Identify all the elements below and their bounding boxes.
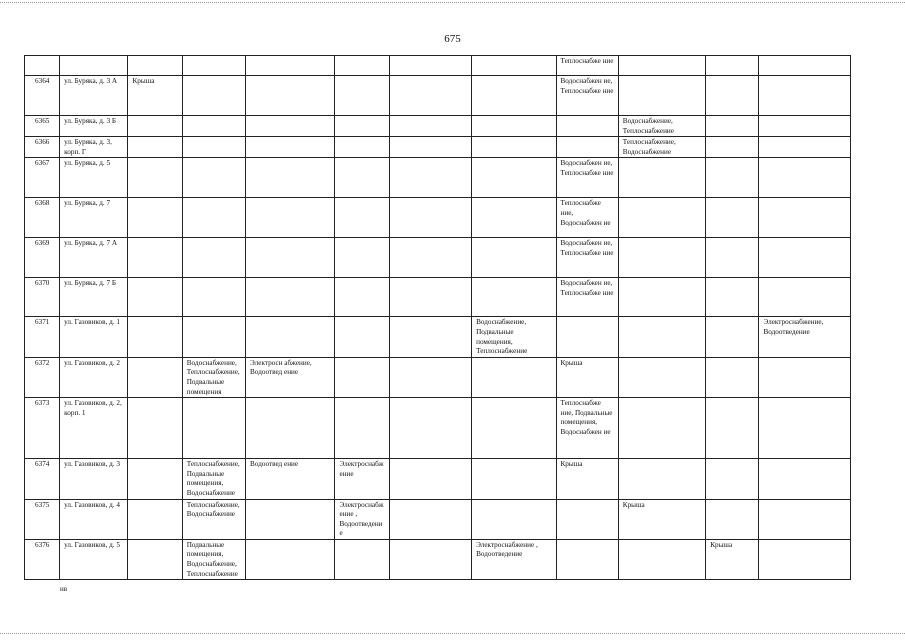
table-cell — [706, 137, 759, 158]
table-cell — [706, 317, 759, 357]
table-cell — [618, 56, 705, 76]
table-row — [25, 56, 851, 76]
table-cell — [246, 76, 335, 116]
row-number-cell: 6372 — [25, 357, 60, 397]
table-cell — [472, 278, 556, 317]
table-cell — [335, 539, 389, 579]
table-cell — [759, 76, 851, 116]
table-cell — [618, 398, 705, 459]
table-cell — [556, 116, 618, 137]
table-cell: Подвальные помещения, Водоснабжение, Теплоснабжение — [182, 539, 245, 579]
table-cell — [759, 499, 851, 539]
table-cell — [246, 278, 335, 317]
table-cell: Электроснабжение — [335, 459, 389, 499]
table-cell — [759, 198, 851, 238]
table-cell: Крыша — [556, 357, 618, 397]
table-cell — [128, 238, 182, 278]
table-cell — [706, 158, 759, 198]
table-cell — [472, 76, 556, 116]
table-cell — [706, 459, 759, 499]
page-number: 675 — [444, 33, 461, 45]
row-number-cell: 6367 — [25, 158, 60, 198]
table-cell — [128, 158, 182, 198]
table-cell — [182, 317, 245, 357]
table-cell — [389, 357, 471, 397]
table-cell — [706, 278, 759, 317]
table-cell — [128, 56, 182, 76]
table-cell: Теплоснабжение, Водоснабжение — [618, 137, 705, 158]
table-cell — [389, 56, 471, 76]
table-cell — [128, 357, 182, 397]
table-cell: Теплоснабжение, Водоснабжение — [182, 499, 245, 539]
table-cell — [706, 116, 759, 137]
table-cell — [618, 76, 705, 116]
table-cell — [472, 116, 556, 137]
address-cell — [60, 56, 128, 76]
table-cell: Водоснабжен ие, Теплоснабже ние — [556, 278, 618, 317]
table-row — [25, 278, 851, 317]
address-cell: ул. Газовиков, д. 5 — [60, 539, 128, 579]
address-cell: ул. Буряка, д. 7 — [60, 198, 128, 238]
table-cell: Теплоснабже ние, Водоснабжен ие — [556, 198, 618, 238]
table-cell — [128, 278, 182, 317]
table-cell — [389, 76, 471, 116]
table-cell — [706, 357, 759, 397]
table-cell — [618, 459, 705, 499]
table-cell — [472, 198, 556, 238]
table-cell — [335, 76, 389, 116]
table-cell — [246, 398, 335, 459]
table-cell — [128, 116, 182, 137]
table-cell — [335, 56, 389, 76]
table-cell — [389, 158, 471, 198]
table-cell — [182, 137, 245, 158]
table-cell — [472, 238, 556, 278]
table-cell — [182, 238, 245, 278]
table-cell — [246, 317, 335, 357]
table-cell: Водоснабжение, Теплоснабжение — [618, 116, 705, 137]
table-cell — [556, 317, 618, 357]
table-row — [25, 116, 851, 137]
table-cell — [389, 137, 471, 158]
table-cell — [759, 56, 851, 76]
address-cell: ул. Буряка, д. 3 А — [60, 76, 128, 116]
table-cell — [759, 278, 851, 317]
table-cell: Крыша — [556, 459, 618, 499]
buildings-table — [24, 55, 851, 580]
table-cell: Крыша — [618, 499, 705, 539]
table-row — [25, 158, 851, 198]
table-cell: Электроснабжение , Водоотведение — [472, 539, 556, 579]
table-cell — [472, 398, 556, 459]
table-row — [25, 539, 851, 579]
table-cell: Теплоснабже ние — [556, 56, 618, 76]
table-cell — [128, 539, 182, 579]
table-body — [25, 56, 851, 580]
table-cell — [335, 357, 389, 397]
table-cell — [182, 56, 245, 76]
row-number-cell — [25, 56, 60, 76]
table-cell — [335, 116, 389, 137]
table-cell — [759, 459, 851, 499]
table-cell — [706, 398, 759, 459]
row-number-cell: 6366 — [25, 137, 60, 158]
table-cell: Электроснабжение , Водоотведение — [335, 499, 389, 539]
table-cell — [246, 137, 335, 158]
table-cell — [246, 238, 335, 278]
table-cell — [618, 278, 705, 317]
table-row — [25, 198, 851, 238]
table-cell — [128, 398, 182, 459]
table-cell — [389, 198, 471, 238]
table-cell — [472, 357, 556, 397]
row-number-cell: 6370 — [25, 278, 60, 317]
table-cell — [246, 499, 335, 539]
table-cell — [246, 539, 335, 579]
table-cell: Водоснабжен ие, Теплоснабже ние — [556, 238, 618, 278]
table-cell — [618, 158, 705, 198]
table-cell — [182, 198, 245, 238]
table-cell — [618, 317, 705, 357]
address-cell: ул. Буряка, д. 7 А — [60, 238, 128, 278]
table-cell: Крыша — [706, 539, 759, 579]
table-cell — [618, 198, 705, 238]
table-cell: Водоснабжен ие, Теплоснабже ние — [556, 76, 618, 116]
table-cell — [128, 137, 182, 158]
row-number-cell: 6365 — [25, 116, 60, 137]
address-cell: ул. Буряка, д. 5 — [60, 158, 128, 198]
table-cell — [246, 198, 335, 238]
row-number-cell: 6375 — [25, 499, 60, 539]
table-cell — [389, 317, 471, 357]
table-cell — [182, 278, 245, 317]
table-cell — [759, 137, 851, 158]
table-cell — [389, 539, 471, 579]
table-cell — [389, 459, 471, 499]
table-row — [25, 317, 851, 357]
address-cell: ул. Газовиков, д. 2, корп. 1 — [60, 398, 128, 459]
scan-top-edge — [0, 2, 905, 4]
table-cell: Водоснабжение, Теплоснабжение, Подвальные помещения — [182, 357, 245, 397]
table-cell — [335, 158, 389, 198]
table-cell — [556, 137, 618, 158]
table-row — [25, 459, 851, 499]
table-cell — [759, 158, 851, 198]
table-row — [25, 499, 851, 539]
table-cell: Теплоснабжение, Подвальные помещения, Водоснабжение — [182, 459, 245, 499]
table-cell: Теплоснабже ние, Подвальные помещения, Водоснабжен ие — [556, 398, 618, 459]
table-cell — [759, 539, 851, 579]
table-row — [25, 137, 851, 158]
table-cell — [472, 56, 556, 76]
table-cell — [182, 158, 245, 198]
table-cell — [389, 398, 471, 459]
table-cell — [182, 116, 245, 137]
table-cell — [128, 317, 182, 357]
row-number-cell: 6373 — [25, 398, 60, 459]
table-cell: Водоотвед ение — [246, 459, 335, 499]
scan-bottom-edge — [0, 633, 905, 635]
address-cell: ул. Газовиков, д. 3 — [60, 459, 128, 499]
table-cell: Водоснабжен ие, Теплоснабже ние — [556, 158, 618, 198]
table-cell — [759, 398, 851, 459]
row-number-cell: 6369 — [25, 238, 60, 278]
table-cell — [389, 499, 471, 539]
table-cell — [472, 499, 556, 539]
address-cell: ул. Газовиков, д. 4 — [60, 499, 128, 539]
table-cell — [335, 198, 389, 238]
table-cell — [759, 357, 851, 397]
table-cell — [182, 398, 245, 459]
table-cell — [182, 76, 245, 116]
table-cell — [335, 317, 389, 357]
table-row — [25, 398, 851, 459]
table-cell — [246, 116, 335, 137]
table-cell — [128, 499, 182, 539]
table-cell — [706, 76, 759, 116]
address-cell: ул. Буряка, д. 7 Б — [60, 278, 128, 317]
table-cell — [335, 398, 389, 459]
table-row — [25, 76, 851, 116]
row-number-cell: 6364 — [25, 76, 60, 116]
address-cell: ул. Буряка, д. 3, корп. Г — [60, 137, 128, 158]
table-cell — [556, 539, 618, 579]
table-cell — [472, 137, 556, 158]
table-cell — [706, 499, 759, 539]
table-cell — [706, 198, 759, 238]
table-cell: Водоснабжение, Подвальные помещения, Теплоснабжение — [472, 317, 556, 357]
table-cell — [556, 499, 618, 539]
table-cell — [389, 278, 471, 317]
table-cell — [472, 158, 556, 198]
table-cell — [618, 357, 705, 397]
table-cell — [472, 459, 556, 499]
table-cell — [389, 116, 471, 137]
table-cell — [706, 238, 759, 278]
footer-note: нв — [60, 585, 68, 593]
row-number-cell: 6371 — [25, 317, 60, 357]
table-cell — [706, 56, 759, 76]
address-cell: ул. Буряка, д. 3 Б — [60, 116, 128, 137]
table-cell — [618, 539, 705, 579]
row-number-cell: 6374 — [25, 459, 60, 499]
table-cell: Электроснабжение, Водоотведение — [759, 317, 851, 357]
table-row — [25, 238, 851, 278]
table-cell — [335, 137, 389, 158]
table-cell — [246, 158, 335, 198]
table-cell — [335, 278, 389, 317]
table-cell — [759, 238, 851, 278]
table-cell — [128, 198, 182, 238]
table-cell — [389, 238, 471, 278]
table-cell — [246, 56, 335, 76]
row-number-cell: 6376 — [25, 539, 60, 579]
row-number-cell: 6368 — [25, 198, 60, 238]
table-cell — [759, 116, 851, 137]
table-cell — [618, 238, 705, 278]
table-cell: Крыша — [128, 76, 182, 116]
address-cell: ул. Газовиков, д. 1 — [60, 317, 128, 357]
table-cell: Электросн абжение, Водоотвед ение — [246, 357, 335, 397]
address-cell: ул. Газовиков, д. 2 — [60, 357, 128, 397]
table-row — [25, 357, 851, 397]
table-cell — [335, 238, 389, 278]
table-cell — [128, 459, 182, 499]
